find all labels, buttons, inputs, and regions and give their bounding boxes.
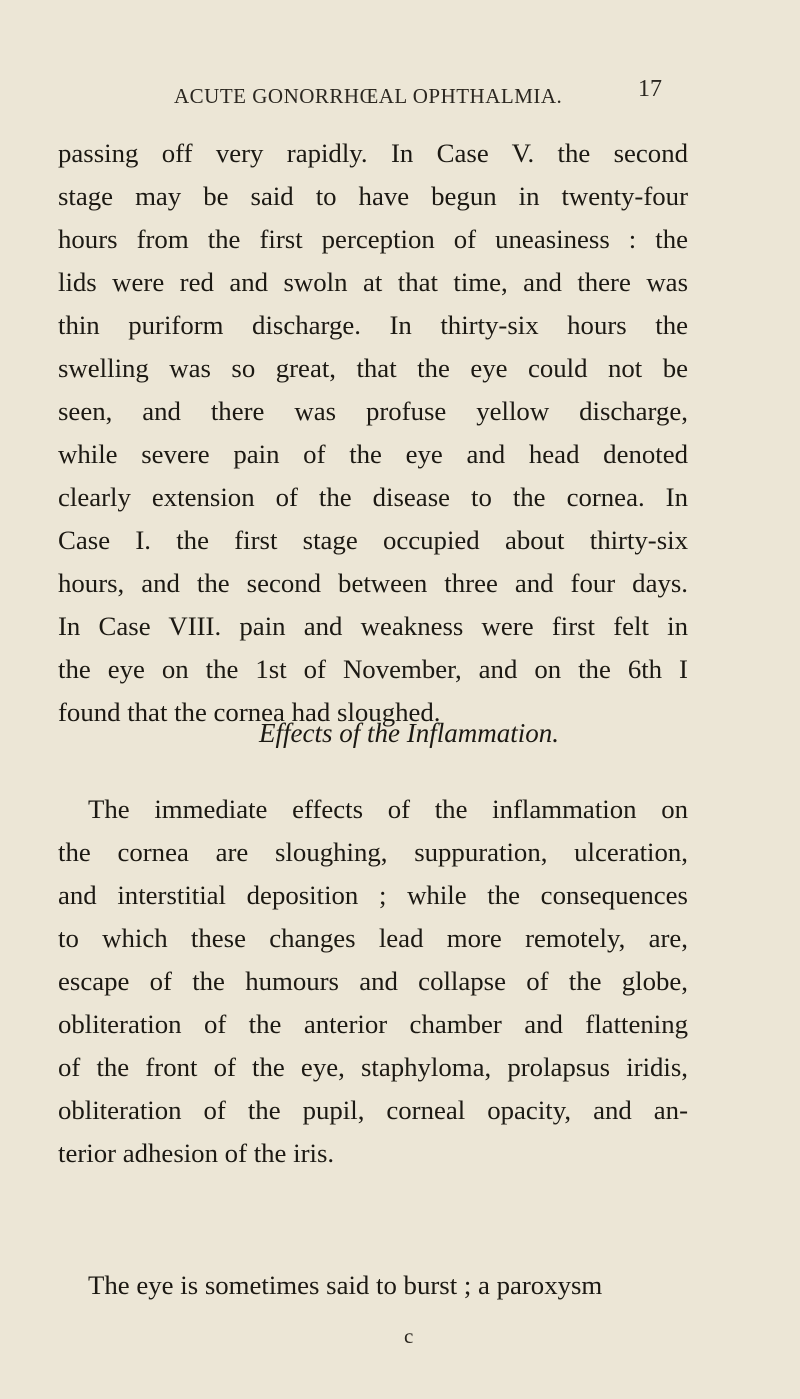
text-line: clearly extension of the disease to the cornea. In	[58, 482, 688, 512]
text-line: found that the cornea had sloughed.	[58, 697, 441, 727]
text-line: and interstitial deposition ; while the consequences	[58, 880, 688, 910]
text-line: The immediate effects of the inflammation on	[88, 794, 688, 824]
text-line: lids were red and swoln at that time, and there was	[58, 267, 688, 297]
running-head: ACUTE GONORRHŒAL OPHTHALMIA.	[174, 84, 563, 108]
section-heading: Effects of the Inflammation.	[259, 718, 559, 748]
text-line: terior adhesion of the iris.	[58, 1138, 335, 1168]
text-line: passing off very rapidly. In Case V. the second	[58, 138, 688, 168]
text-line: swelling was so great, that the eye could not be	[58, 353, 688, 383]
paragraph-burst	[58, 1264, 688, 1307]
text-line: hours from the first perception of uneasiness : the	[58, 224, 688, 254]
text-line: the eye on the 1st of November, and on the 6th I	[58, 654, 688, 684]
text-line: of the front of the eye, staphyloma, prolapsus iridis,	[58, 1052, 688, 1082]
text-line: obliteration of the pupil, corneal opacity, and an-	[58, 1095, 688, 1125]
text-line: stage may be said to have begun in twenty-four	[58, 181, 688, 211]
text-line: obliteration of the anterior chamber and flattening	[58, 1009, 688, 1039]
signature-mark: c	[404, 1324, 414, 1348]
text-line: the cornea are sloughing, suppuration, ulceration,	[58, 837, 688, 867]
text-line: seen, and there was profuse yellow discharge,	[58, 396, 688, 426]
text-line: In Case VIII. pain and weakness were first felt in	[58, 611, 688, 641]
paragraph-case-stages	[58, 132, 688, 734]
text-line: Case I. the first stage occupied about thirty-six	[58, 525, 688, 555]
text-line: to which these changes lead more remotely, are,	[58, 923, 688, 953]
page-number: 17	[638, 76, 662, 102]
text-line: while severe pain of the eye and head denoted	[58, 439, 688, 469]
text-line: hours, and the second between three and four days.	[58, 568, 688, 598]
paragraph-effects	[58, 788, 688, 1175]
text-line: thin puriform discharge. In thirty-six hours the	[58, 310, 688, 340]
text-line: escape of the humours and collapse of the globe,	[58, 966, 688, 996]
text-line: The eye is sometimes said to burst ; a paroxysm	[88, 1270, 603, 1300]
